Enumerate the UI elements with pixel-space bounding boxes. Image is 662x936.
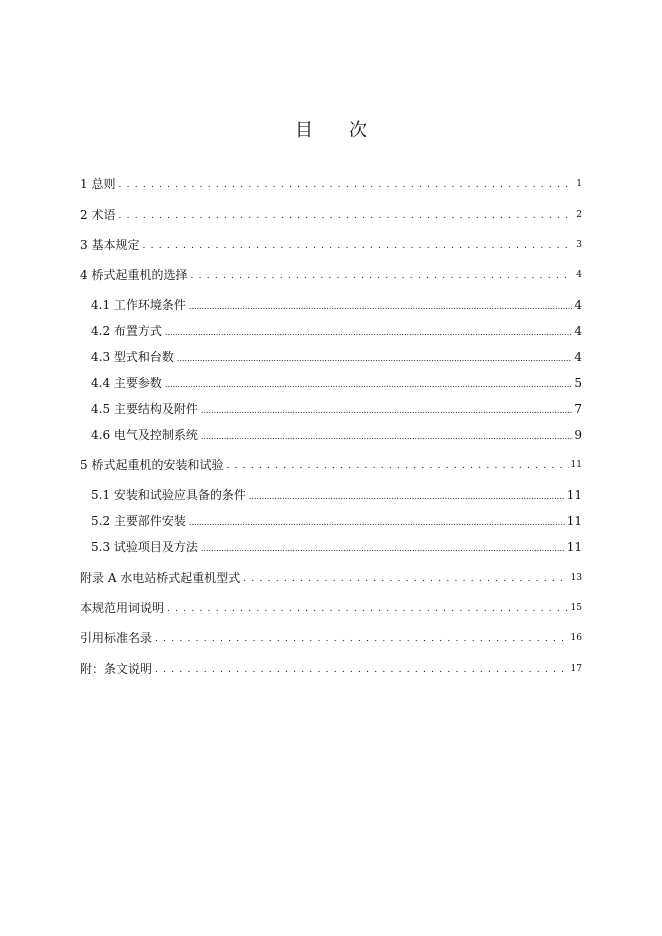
dot-leader	[155, 660, 569, 678]
title-char-1: 目	[295, 120, 313, 141]
toc-entry-section-5-1[interactable]	[91, 486, 582, 504]
toc-entry-section-4-5[interactable]	[91, 400, 582, 418]
toc-entry-label: 5 桥式起重机的安装和试验	[80, 458, 224, 472]
toc-entry-label: 4.4 主要参数	[91, 376, 162, 390]
toc-entry-page: 4	[576, 270, 582, 280]
toc-entry-clause-explanation[interactable]	[80, 660, 582, 678]
dot-leader	[249, 486, 565, 504]
dot-leader	[167, 599, 569, 617]
toc-entry-label: 2 术语	[80, 208, 116, 222]
toc-entry-page: 11	[566, 488, 582, 502]
toc-entry-chapter-4[interactable]	[80, 266, 582, 284]
toc-entry-label: 附录 A 水电站桥式起重机型式	[80, 571, 241, 585]
dot-leader	[201, 538, 565, 556]
title-char-2: 次	[349, 120, 367, 141]
dot-leader	[177, 348, 572, 366]
toc-entry-chapter-5[interactable]	[80, 456, 582, 474]
toc-entry-section-4-3[interactable]	[91, 348, 582, 366]
toc-entry-label: 4.6 电气及控制系统	[91, 428, 198, 442]
toc-entry-chapter-3[interactable]	[80, 236, 582, 254]
toc-entry-page: 2	[576, 210, 582, 220]
toc-entry-page: 11	[566, 540, 582, 554]
toc-entry-page: 4	[574, 324, 582, 338]
toc-entry-section-4-2[interactable]	[91, 322, 582, 340]
toc-entry-wording-explanation[interactable]	[80, 599, 582, 617]
dot-leader	[165, 374, 572, 392]
dot-leader	[189, 296, 572, 314]
toc-entry-page: 16	[570, 633, 582, 643]
toc-entry-label: 附：条文说明	[80, 662, 153, 676]
toc-entry-page: 1	[576, 179, 582, 189]
dot-leader	[142, 236, 572, 254]
toc-entry-section-4-6[interactable]	[91, 426, 582, 444]
page-title	[0, 116, 662, 142]
toc-entry-label: 5.1 安装和试验应具备的条件	[91, 488, 246, 502]
toc-entry-page: 4	[574, 350, 582, 364]
dot-leader	[226, 456, 568, 474]
toc-entry-label: 引用标准名录	[80, 631, 153, 645]
toc-entry-page: 11	[566, 514, 582, 528]
dot-leader	[189, 512, 565, 530]
toc-entry-label: 3 基本规定	[80, 238, 140, 252]
dot-leader	[118, 206, 572, 224]
toc-entry-appendix-a[interactable]	[80, 569, 582, 587]
toc-entry-section-5-3[interactable]	[91, 538, 582, 556]
dot-leader	[118, 175, 572, 193]
toc-entry-chapter-2[interactable]	[80, 206, 582, 224]
toc-entry-section-4-1[interactable]	[91, 296, 582, 314]
dot-leader	[190, 266, 572, 284]
toc-entry-label: 4.1 工作环境条件	[91, 298, 186, 312]
toc-entry-page: 3	[576, 240, 582, 250]
toc-entry-label: 5.2 主要部件安装	[91, 514, 186, 528]
toc-entry-label: 本规范用词说明	[80, 601, 165, 615]
toc-entry-label: 5.3 试验项目及方法	[91, 540, 198, 554]
dot-leader	[201, 426, 572, 444]
dot-leader	[165, 322, 572, 340]
toc-entry-page: 4	[574, 298, 582, 312]
toc-entry-page: 13	[570, 573, 582, 583]
dot-leader	[243, 569, 568, 587]
toc-entry-chapter-1[interactable]	[80, 175, 582, 193]
toc-entry-label: 4.3 型式和台数	[91, 350, 174, 364]
dot-leader	[155, 629, 569, 647]
toc-entry-label: 4.5 主要结构及附件	[91, 402, 198, 416]
toc-entry-section-5-2[interactable]	[91, 512, 582, 530]
toc-entry-label: 4 桥式起重机的选择	[80, 268, 188, 282]
toc-entry-page: 17	[570, 664, 582, 674]
toc-entry-label: 1 总则	[80, 177, 116, 191]
dot-leader	[201, 400, 572, 418]
toc-entry-page: 5	[574, 376, 582, 390]
toc-entry-page: 7	[574, 402, 582, 416]
toc-entry-section-4-4[interactable]	[91, 374, 582, 392]
toc-entry-page: 9	[574, 428, 582, 442]
toc-entry-referenced-standards[interactable]	[80, 629, 582, 647]
toc-entry-label: 4.2 布置方式	[91, 324, 162, 338]
toc-entry-page: 15	[570, 603, 582, 613]
toc-entry-page: 11	[570, 460, 582, 470]
